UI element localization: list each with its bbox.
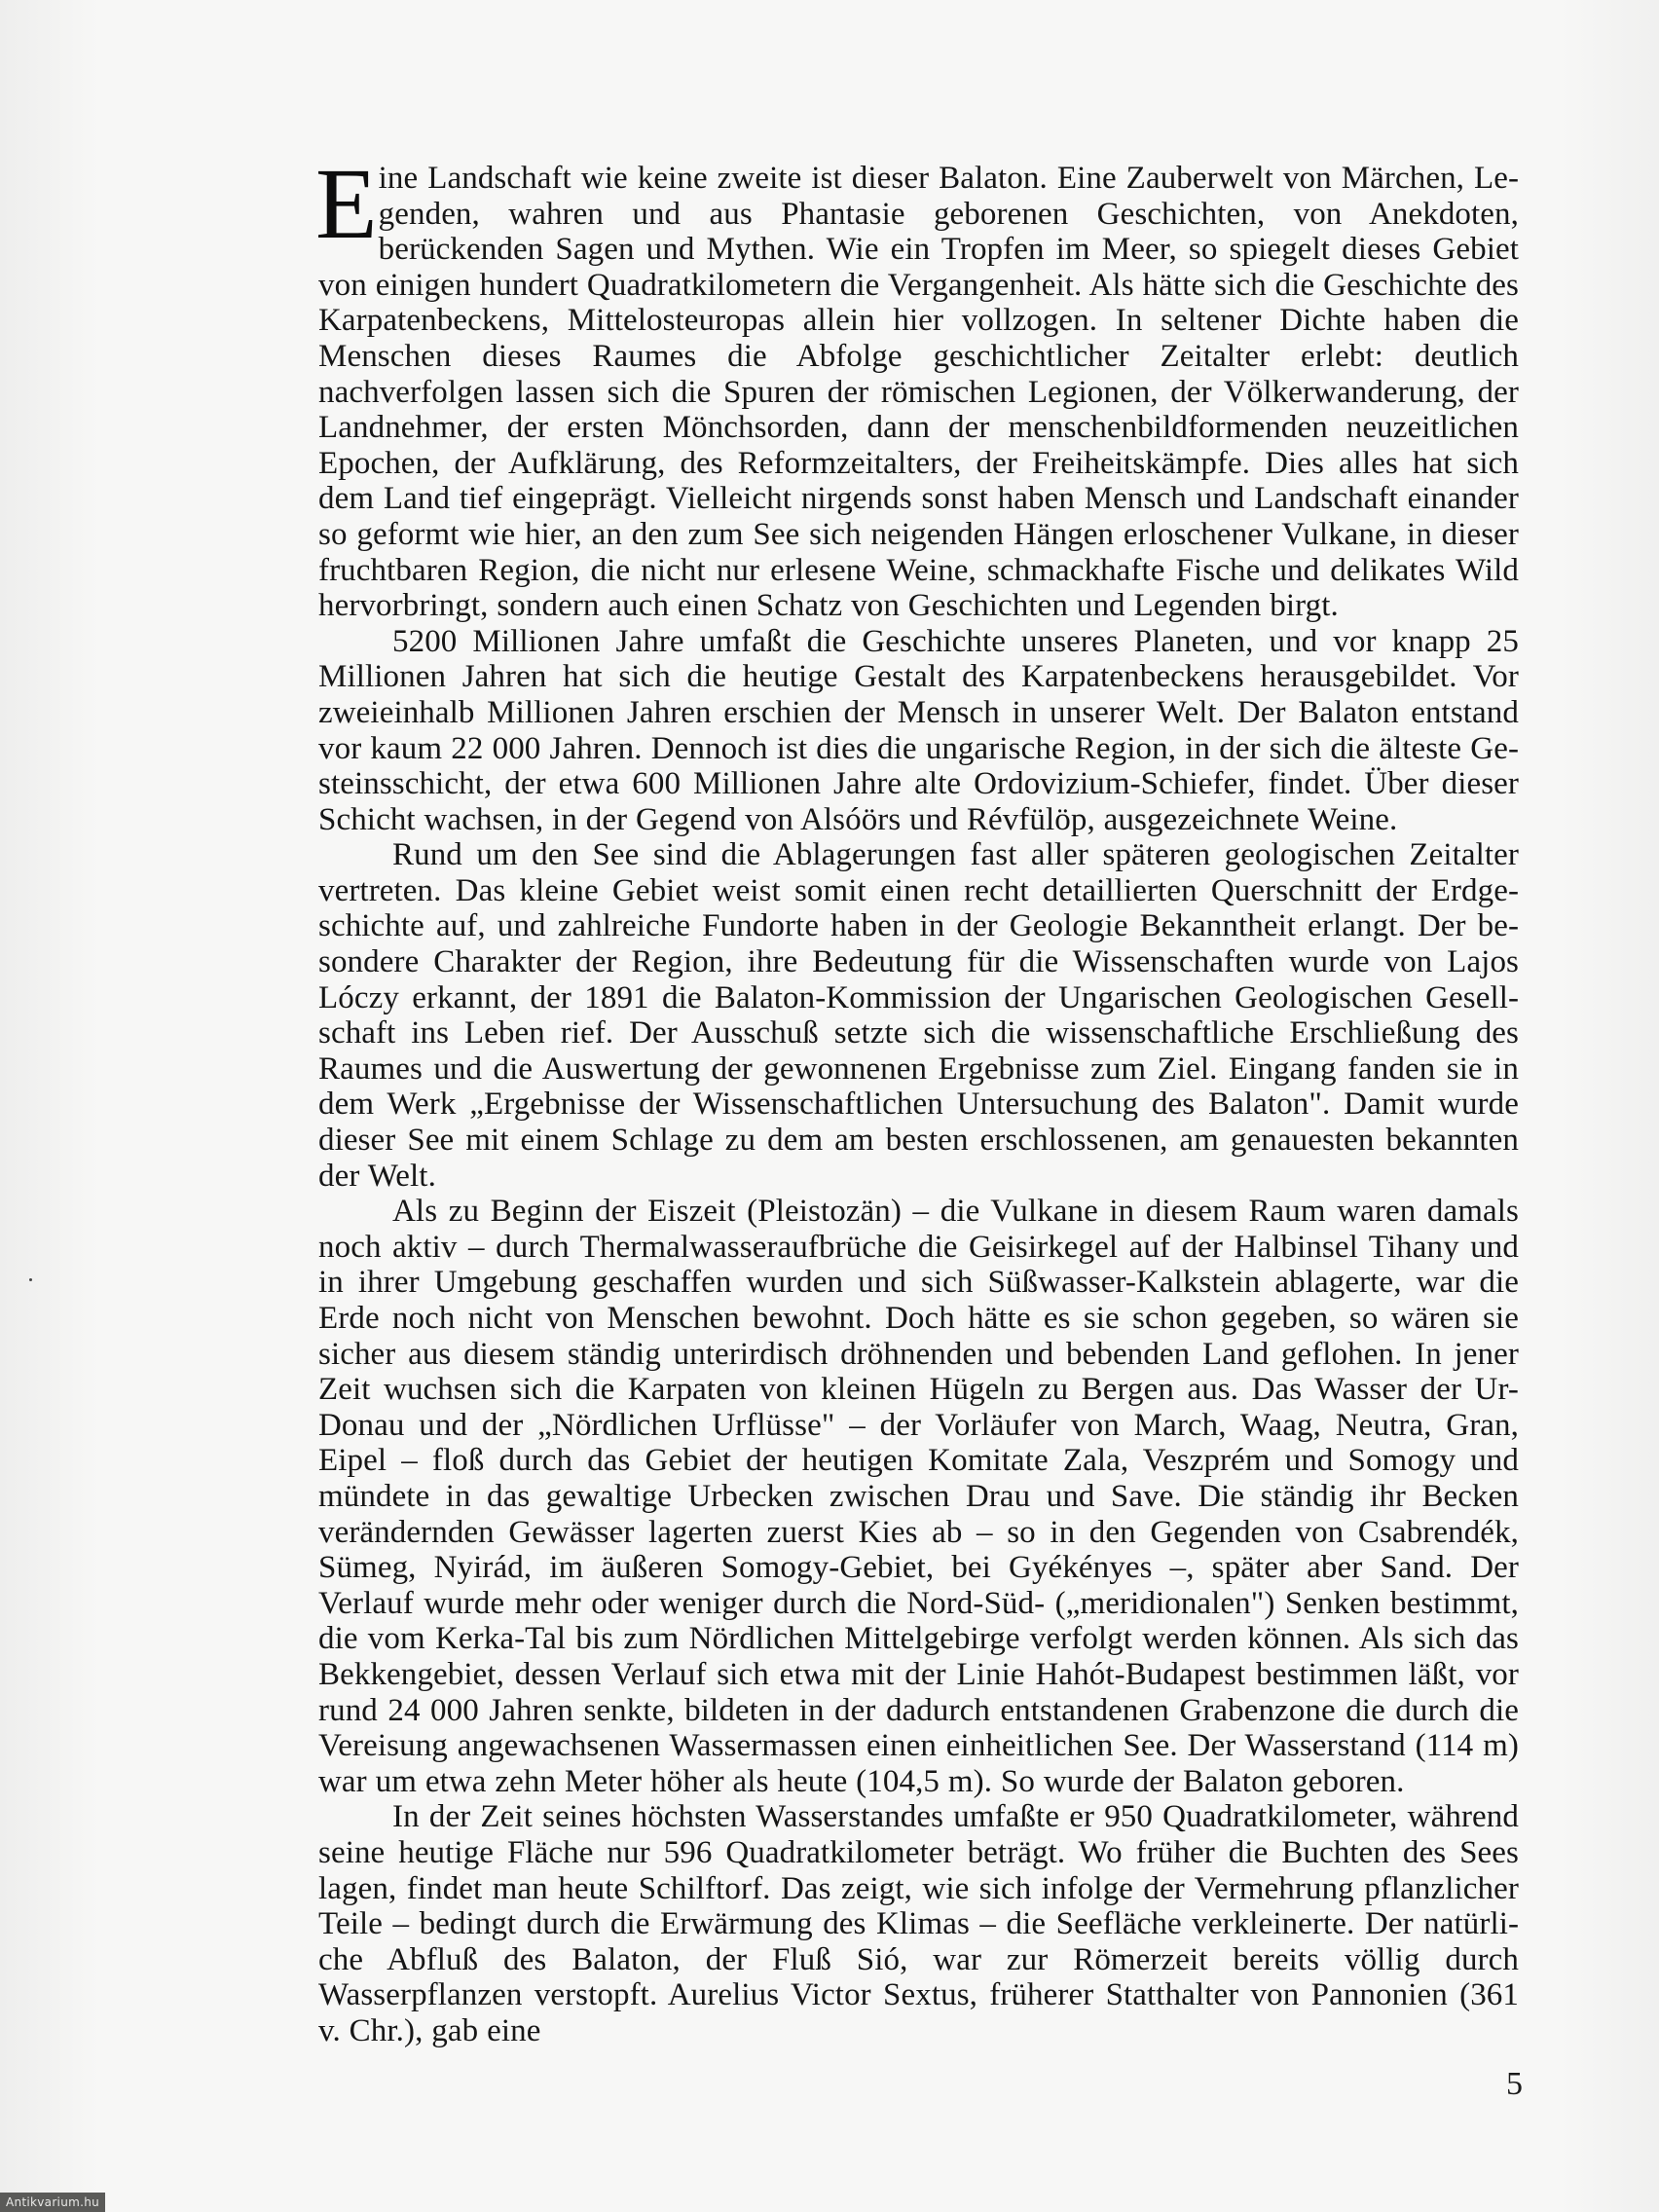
paper-speck xyxy=(29,1278,32,1281)
watermark: Antikvarium.hu xyxy=(0,2193,105,2212)
paragraph-4: Als zu Beginn der Eiszeit (Pleistozän) – die Vulkane in diesem Raum waren damals noch aktiv – durch Thermalwasseraufbrüche die Geisirkegel auf der Halbinsel Tihany und in ihrer Umgebung geschaffen wurden und sich Süßwasser-Kalkstein ablagerte, war die Erde noch nicht von Menschen bewohnt. Doch hätte es sie schon gegeben, so wären sie sicher aus diesem ständig unterirdisch dröhnenden und bebenden Land geflohen. In jener Zeit wuchsen sich die Karpaten von kleinen Hügeln zu Bergen aus. Das Wasser der Ur-Donau und der „Nördlichen Urflüsse" – der Vorläufer von March, Waag, Neutra, Gran, Eipel – floß durch das Gebiet der heutigen Komitate Zala, Veszprém und Somogy und mündete in das gewaltige Urbecken zwischen Drau und Save. Die ständig ihr Becken verändernden Gewässer lagerten zuerst Kies ab – so in den Gegenden von Csabrendék, Sümeg, Nyirád, im äußeren Somogy-Gebiet, bei Gyékényes –, später aber Sand. Der Verlauf wurde mehr oder weniger durch die Nord-Süd- („meridionalen") Senken bestimmt, die vom Kerka-Tal bis zum Nördlichen Mittelgebirge verfolgt werden können. Als sich das Bekkengebiet, dessen Verlauf sich etwa mit der Linie Hahót-Budapest bestimmen läßt, vor rund 24 000 Jahren senkte, bildeten in der dadurch entstandenen Grabenzone die durch die Vereisung angewachsenen Wassermassen einen einheitlichen See. Der Wasserstand (114 m) war um etwa zehn Meter höher als heute (104,5 m). So wurde der Balaton geboren. xyxy=(318,1194,1519,1799)
paragraph-3: Rund um den See sind die Ablagerungen fast aller späteren geologischen Zeitalter vertreten. Das kleine Gebiet weist somit einen recht detaillierten Querschnitt der Erdgeschichte auf, und zahlreiche Fundorte haben in der Geologie Bekanntheit erlangt. Der besondere Charakter der Region, ihre Bedeutung für die Wissenschaften wurde von Lajos Lóczy erkannt, der 1891 die Balaton-Kommission der Ungarischen Geologischen Gesellschaft ins Leben rief. Der Ausschuß setzte sich die wissenschaftliche Erschließung des Raumes und die Auswertung der gewonnenen Ergebnisse zum Ziel. Eingang fanden sie in dem Werk „Ergebnisse der Wissenschaftlichen Untersuchung des Balaton". Damit wurde dieser See mit einem Schlage zu dem am besten erschlossenen, am genauesten bekannten der Welt. xyxy=(318,837,1519,1194)
paragraph-5: In der Zeit seines höchsten Wasserstandes umfaßte er 950 Quadratkilometer, während seine heutige Fläche nur 596 Quadratkilometer beträgt. Wo früher die Buchten des Sees lagen, findet man heute Schilftorf. Das zeigt, wie sich infolge der Vermehrung pflanzlicher Teile – bedingt durch die Erwärmung des Klimas – die Seefläche verkleinerte. Der natürliche Abfluß des Balaton, der Fluß Sió, war zur Römerzeit bereits völlig durch Wasserpflanzen verstopft. Aurelius Victor Sextus, früherer Statthalter von Pannonien (361 v. Chr.), gab eine xyxy=(318,1799,1519,2048)
paragraph-2: 5200 Millionen Jahre umfaßt die Geschichte unseres Planeten, und vor knapp 25 Millionen Jahren hat sich die heutige Gestalt des Karpatenbeckens herausgebildet. Vor zweieinhalb Millionen Jahren erschien der Mensch in unserer Welt. Der Balaton entstand vor kaum 22 000 Jahren. Dennoch ist dies die ungarische Region, in der sich die älteste Gesteinsschicht, der etwa 600 Millionen Jahre alte Ordovizium-Schiefer, findet. Über dieser Schicht wachsen, in der Gegend von Alsóörs und Révfülöp, ausgezeichnete Weine. xyxy=(318,623,1519,837)
drop-cap: E xyxy=(315,148,378,260)
paragraph-1-text: ine Landschaft wie keine zweite ist dieser Balaton. Eine Zauberwelt von Märchen, Legenden, wahren und aus Phantasie geborenen Geschichten, von Anekdoten, berückenden Sagen und Mythen. Wie ein Tropfen im Meer, so spiegelt dieses Gebiet von einigen hundert Quadratkilometern die Vergangenheit. Als hätte sich die Geschichte des Karpatenbeckens, Mittelosteuropas allein hier vollzogen. In seltener Dichte haben die Menschen dieses Raumes die Abfolge geschichtlicher Zeitalter erlebt: deutlich nachverfolgen lassen sich die Spuren der römischen Legionen, der Völkerwanderung, der Landnehmer, der ersten Mönchsorden, dann der menschenbildformenden neuzeitlichen Epochen, der Aufklärung, des Reformzeitalters, der Freiheitskämpfe. Dies alles hat sich dem Land tief eingeprägt. Vielleicht nirgends sonst haben Mensch und Landschaft einander so geformt wie hier, an den zum See sich neigenden Hängen erloschener Vulkane, in dieser fruchtbaren Region, die nicht nur erlesene Weine, schmackhafte Fische und delikates Wild hervorbringt, sondern auch einen Schatz von Geschichten und Legenden birgt. xyxy=(318,161,1519,624)
page-number: 5 xyxy=(1506,2066,1523,2102)
text-column xyxy=(315,148,1519,2048)
paragraph-1 xyxy=(315,148,1519,624)
